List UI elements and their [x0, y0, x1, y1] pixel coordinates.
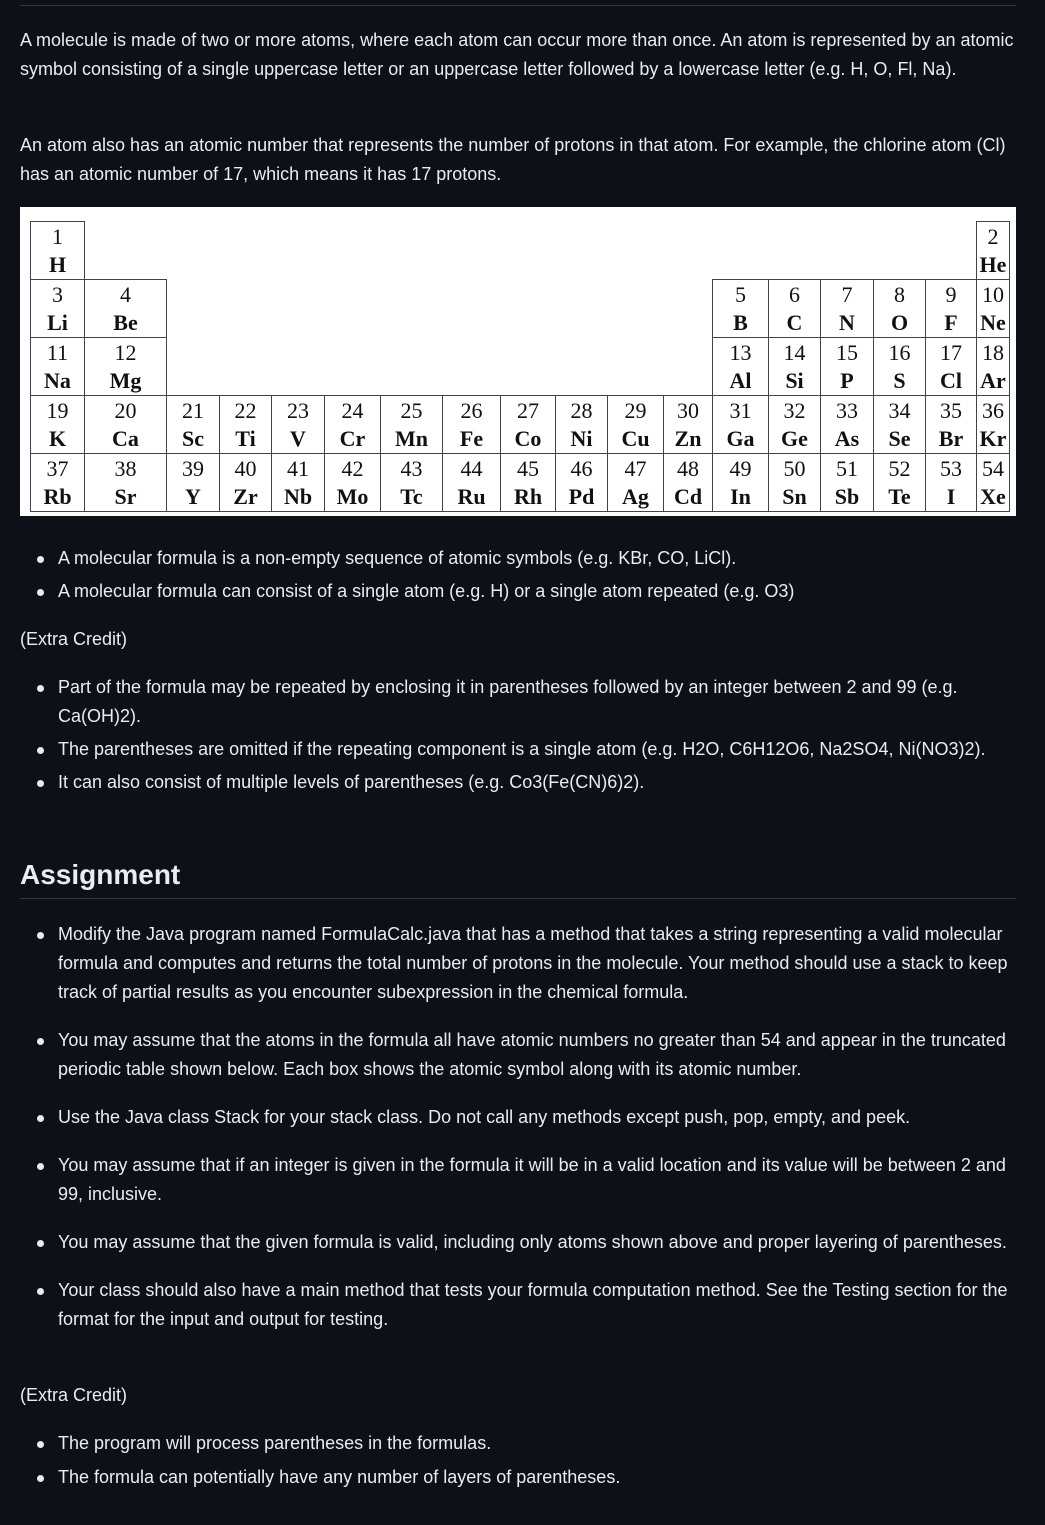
element-cell-c	[768, 279, 821, 338]
atomic-symbol: Te	[888, 484, 911, 509]
element-cell-zn	[663, 395, 713, 454]
list-item: It can also consist of multiple levels of parentheses (e.g. Co3(Fe(CN)6)2).	[20, 768, 1016, 797]
atomic-symbol: Co	[514, 426, 542, 451]
element-cell-in	[712, 453, 769, 512]
atomic-number: 53	[940, 456, 962, 481]
atomic-symbol: Rh	[513, 484, 543, 509]
element-cell-ca	[84, 395, 167, 454]
atomic-number: 18	[982, 340, 1004, 365]
atomic-number: 28	[570, 398, 593, 423]
atomic-number: 24	[341, 398, 364, 423]
atomic-symbol: Rb	[43, 484, 72, 509]
atomic-symbol: Xe	[980, 484, 1006, 509]
atomic-symbol: Ti	[235, 426, 256, 451]
atomic-number: 41	[287, 456, 309, 481]
atomic-number: 52	[888, 456, 911, 481]
atomic-number: 51	[836, 456, 858, 481]
heading-divider	[20, 898, 1016, 899]
periodic-table-image	[20, 207, 1016, 516]
element-cell-k	[30, 395, 85, 454]
element-cell-ar	[976, 337, 1010, 396]
top-divider	[20, 5, 1016, 6]
atomic-number: 33	[836, 398, 858, 423]
intro-paragraph-1: A molecule is made of two or more atoms, where each atom can occur more than once. An atom is represented by an atomic symbol consisting of a single uppercase letter or an uppercase letter followed by a lowercase letter (e.g. H, O, Fl, Na).	[20, 30, 1014, 79]
element-cell-be	[84, 279, 167, 338]
atomic-number: 50	[783, 456, 806, 481]
atomic-number: 3	[52, 282, 63, 307]
element-cell-co	[500, 395, 556, 454]
atomic-symbol: He	[979, 252, 1007, 277]
atomic-symbol: Zn	[674, 426, 702, 451]
element-cell-ag	[607, 453, 664, 512]
atomic-symbol: C	[786, 310, 803, 335]
element-cell-xe	[976, 453, 1010, 512]
list-item: Modify the Java program named FormulaCalc.java that has a method that takes a string representing a valid molecular formula and computes and returns the total number of protons in the molecule. Your method should use a stack to keep track of partial results as you encounter subexpression in the chemical formula.	[20, 920, 1016, 1007]
atomic-symbol: Br	[938, 426, 964, 451]
element-cell-mo	[324, 453, 381, 512]
element-cell-zr	[219, 453, 272, 512]
bullet-icon	[37, 1288, 44, 1295]
bullet-icon	[37, 747, 44, 754]
element-cell-cu	[607, 395, 664, 454]
list-item: You may assume that the given formula is valid, including only atoms shown above and proper layering of parentheses.	[20, 1228, 1016, 1257]
atomic-number: 4	[120, 282, 131, 307]
atomic-number: 1	[52, 224, 63, 249]
atomic-number: 5	[735, 282, 746, 307]
intro-paragraph-2: An atom also has an atomic number that represents the number of protons in that atom. For example, the chlorine atom (Cl) has an atomic number of 17, which means it has 17 protons.	[20, 135, 1006, 184]
element-cell-s	[873, 337, 926, 396]
atomic-number: 9	[945, 282, 957, 307]
atomic-symbol: I	[946, 484, 956, 509]
atomic-number: 38	[114, 456, 137, 481]
element-cell-cl	[925, 337, 977, 396]
list-item: Use the Java class Stack for your stack class. Do not call any methods except push, pop, empty, and peek.	[20, 1103, 1016, 1132]
bullet-icon	[37, 1115, 44, 1122]
element-cell-rb	[30, 453, 85, 512]
element-cell-cr	[324, 395, 381, 454]
atomic-number: 42	[341, 456, 364, 481]
bullet-icon	[37, 780, 44, 787]
atomic-symbol: Sb	[834, 484, 860, 509]
element-cell-n	[820, 279, 874, 338]
atomic-symbol: S	[893, 368, 906, 393]
atomic-number: 32	[783, 398, 806, 423]
assignment-heading: Assignment	[20, 859, 181, 890]
atomic-symbol: K	[48, 426, 67, 451]
list-item: A molecular formula is a non-empty sequence of atomic symbols (e.g. KBr, CO, LiCl).	[20, 544, 1016, 573]
list-item: A molecular formula can consist of a single atom (e.g. H) or a single atom repeated (e.g. O3)	[20, 577, 1016, 606]
element-cell-nb	[271, 453, 325, 512]
atomic-number: 54	[982, 456, 1004, 481]
list-item: Your class should also have a main method that tests your formula computation method. See the Testing section for the format for the input and output for testing.	[20, 1276, 1016, 1334]
element-cell-se	[873, 395, 926, 454]
element-cell-mg	[84, 337, 167, 396]
atomic-symbol: Ni	[570, 426, 593, 451]
element-cell-al	[712, 337, 769, 396]
atomic-symbol: Mo	[336, 484, 369, 509]
atomic-symbol: Na	[44, 368, 71, 393]
atomic-symbol: Ca	[112, 426, 139, 451]
element-cell-h	[30, 221, 85, 280]
atomic-number: 29	[624, 398, 647, 423]
element-cell-v	[271, 395, 325, 454]
bullet-icon	[37, 556, 44, 563]
atomic-symbol: Y	[185, 484, 201, 509]
atomic-number: 10	[982, 282, 1004, 307]
element-cell-ga	[712, 395, 769, 454]
bullet-icon	[37, 1163, 44, 1170]
atomic-number: 11	[46, 340, 69, 365]
bullet-icon	[37, 685, 44, 692]
atomic-number: 20	[114, 398, 137, 423]
atomic-symbol: Sr	[114, 484, 137, 509]
atomic-symbol: Mg	[109, 368, 142, 393]
list-item: You may assume that the atoms in the formula all have atomic numbers no greater than 54 and appear in the truncated periodic table shown below. Each box shows the atomic symbol along with its atomic number.	[20, 1026, 1016, 1084]
atomic-symbol: Se	[888, 426, 911, 451]
atomic-symbol: Pd	[568, 484, 595, 509]
element-cell-he	[976, 221, 1010, 280]
atomic-number: 40	[234, 456, 257, 481]
atomic-number: 6	[789, 282, 800, 307]
element-cell-y	[166, 453, 220, 512]
bullet-icon	[37, 932, 44, 939]
list-item: The program will process parentheses in the formulas.	[20, 1429, 1016, 1458]
atomic-symbol: Sc	[182, 426, 204, 451]
atomic-number: 31	[729, 398, 752, 423]
list-item: The parentheses are omitted if the repeating component is a single atom (e.g. H2O, C6H12O6, Na2SO4, Ni(NO3)2).	[20, 735, 1016, 764]
assignment-list	[20, 920, 1016, 1334]
element-cell-o	[873, 279, 926, 338]
element-cell-sb	[820, 453, 874, 512]
atomic-symbol: Ar	[980, 368, 1006, 393]
extra-credit-label-1: (Extra Credit)	[20, 629, 128, 649]
atomic-symbol: Cu	[621, 426, 650, 451]
atomic-symbol: H	[48, 252, 67, 277]
atomic-number: 34	[888, 398, 911, 423]
atomic-symbol: Sn	[782, 484, 807, 509]
atomic-symbol: Zr	[233, 484, 258, 509]
element-cell-ge	[768, 395, 821, 454]
atomic-number: 48	[677, 456, 699, 481]
atomic-number: 16	[888, 340, 911, 365]
element-cell-i	[925, 453, 977, 512]
element-cell-ru	[442, 453, 501, 512]
element-cell-kr	[976, 395, 1010, 454]
element-cell-f	[925, 279, 977, 338]
atomic-number: 49	[729, 456, 752, 481]
list-item: The formula can potentially have any number of layers of parentheses.	[20, 1463, 1016, 1492]
atomic-symbol: Ru	[457, 484, 486, 509]
atomic-symbol: Al	[729, 368, 752, 393]
element-cell-tc	[380, 453, 443, 512]
element-cell-cd	[663, 453, 713, 512]
atomic-number: 2	[987, 224, 999, 249]
bullet-icon	[37, 1475, 44, 1482]
atomic-number: 22	[234, 398, 257, 423]
atomic-number: 25	[400, 398, 423, 423]
atomic-number: 27	[517, 398, 539, 423]
list-item: You may assume that if an integer is given in the formula it will be in a valid location and its value will be between 2 and 99, inclusive.	[20, 1151, 1016, 1209]
atomic-symbol: Be	[113, 310, 138, 335]
atomic-symbol: Mn	[395, 426, 428, 451]
atomic-number: 30	[677, 398, 699, 423]
atomic-number: 14	[783, 340, 806, 365]
element-cell-sr	[84, 453, 167, 512]
extra-credit-features-list	[20, 1429, 1016, 1492]
element-cell-pd	[555, 453, 608, 512]
element-cell-na	[30, 337, 85, 396]
atomic-number: 46	[570, 456, 593, 481]
element-cell-mn	[380, 395, 443, 454]
atomic-number: 15	[836, 340, 858, 365]
atomic-symbol: Cl	[940, 368, 962, 393]
atomic-number: 23	[287, 398, 309, 423]
atomic-number: 8	[894, 282, 905, 307]
atomic-symbol: Ge	[781, 426, 808, 451]
atomic-symbol: Cr	[339, 426, 366, 451]
element-cell-br	[925, 395, 977, 454]
atomic-number: 43	[400, 456, 423, 481]
element-cell-si	[768, 337, 821, 396]
atomic-number: 44	[460, 456, 483, 481]
atomic-number: 35	[940, 398, 962, 423]
atomic-number: 45	[517, 456, 539, 481]
atomic-symbol: Fe	[459, 426, 484, 451]
atomic-symbol: Tc	[400, 484, 423, 509]
atomic-symbol: Ag	[622, 484, 649, 509]
atomic-number: 39	[182, 456, 204, 481]
atomic-number: 36	[982, 398, 1004, 423]
bullet-icon	[37, 1441, 44, 1448]
bullet-icon	[37, 589, 44, 596]
element-cell-sc	[166, 395, 220, 454]
atomic-symbol: Si	[785, 368, 804, 393]
element-cell-ne	[976, 279, 1010, 338]
atomic-number: 19	[46, 398, 69, 423]
list-item: Part of the formula may be repeated by enclosing it in parentheses followed by an integer between 2 and 99 (e.g. Ca(OH)2).	[20, 673, 1016, 731]
bullet-icon	[37, 1038, 44, 1045]
atomic-symbol: F	[944, 310, 958, 335]
element-cell-ti	[219, 395, 272, 454]
element-cell-as	[820, 395, 874, 454]
element-cell-te	[873, 453, 926, 512]
element-cell-sn	[768, 453, 821, 512]
atomic-symbol: V	[290, 426, 306, 451]
atomic-symbol: P	[840, 368, 854, 393]
atomic-symbol: Ne	[980, 310, 1006, 335]
atomic-symbol: N	[839, 310, 855, 335]
atomic-number: 12	[114, 340, 137, 365]
atomic-number: 37	[46, 456, 69, 481]
atomic-symbol: Ga	[726, 426, 755, 451]
atomic-symbol: As	[834, 426, 860, 451]
atomic-symbol: Li	[47, 310, 68, 335]
element-cell-li	[30, 279, 85, 338]
atomic-number: 13	[729, 340, 752, 365]
element-cell-b	[712, 279, 769, 338]
formula-rules-list	[20, 544, 1016, 606]
atomic-symbol: Cd	[673, 484, 703, 509]
atomic-number: 47	[624, 456, 647, 481]
extra-credit-label-2: (Extra Credit)	[20, 1385, 128, 1405]
atomic-number: 26	[460, 398, 483, 423]
atomic-symbol: In	[730, 484, 751, 509]
element-cell-p	[820, 337, 874, 396]
atomic-number: 17	[940, 340, 962, 365]
element-cell-fe	[442, 395, 501, 454]
atomic-number: 21	[182, 398, 204, 423]
atomic-number: 7	[841, 282, 853, 307]
atomic-symbol: B	[733, 310, 748, 335]
extra-credit-rules-list	[20, 673, 1016, 797]
element-cell-ni	[555, 395, 608, 454]
atomic-symbol: O	[890, 310, 909, 335]
element-cell-rh	[500, 453, 556, 512]
bullet-icon	[37, 1240, 44, 1247]
atomic-symbol: Kr	[979, 426, 1007, 451]
atomic-symbol: Nb	[283, 484, 313, 509]
